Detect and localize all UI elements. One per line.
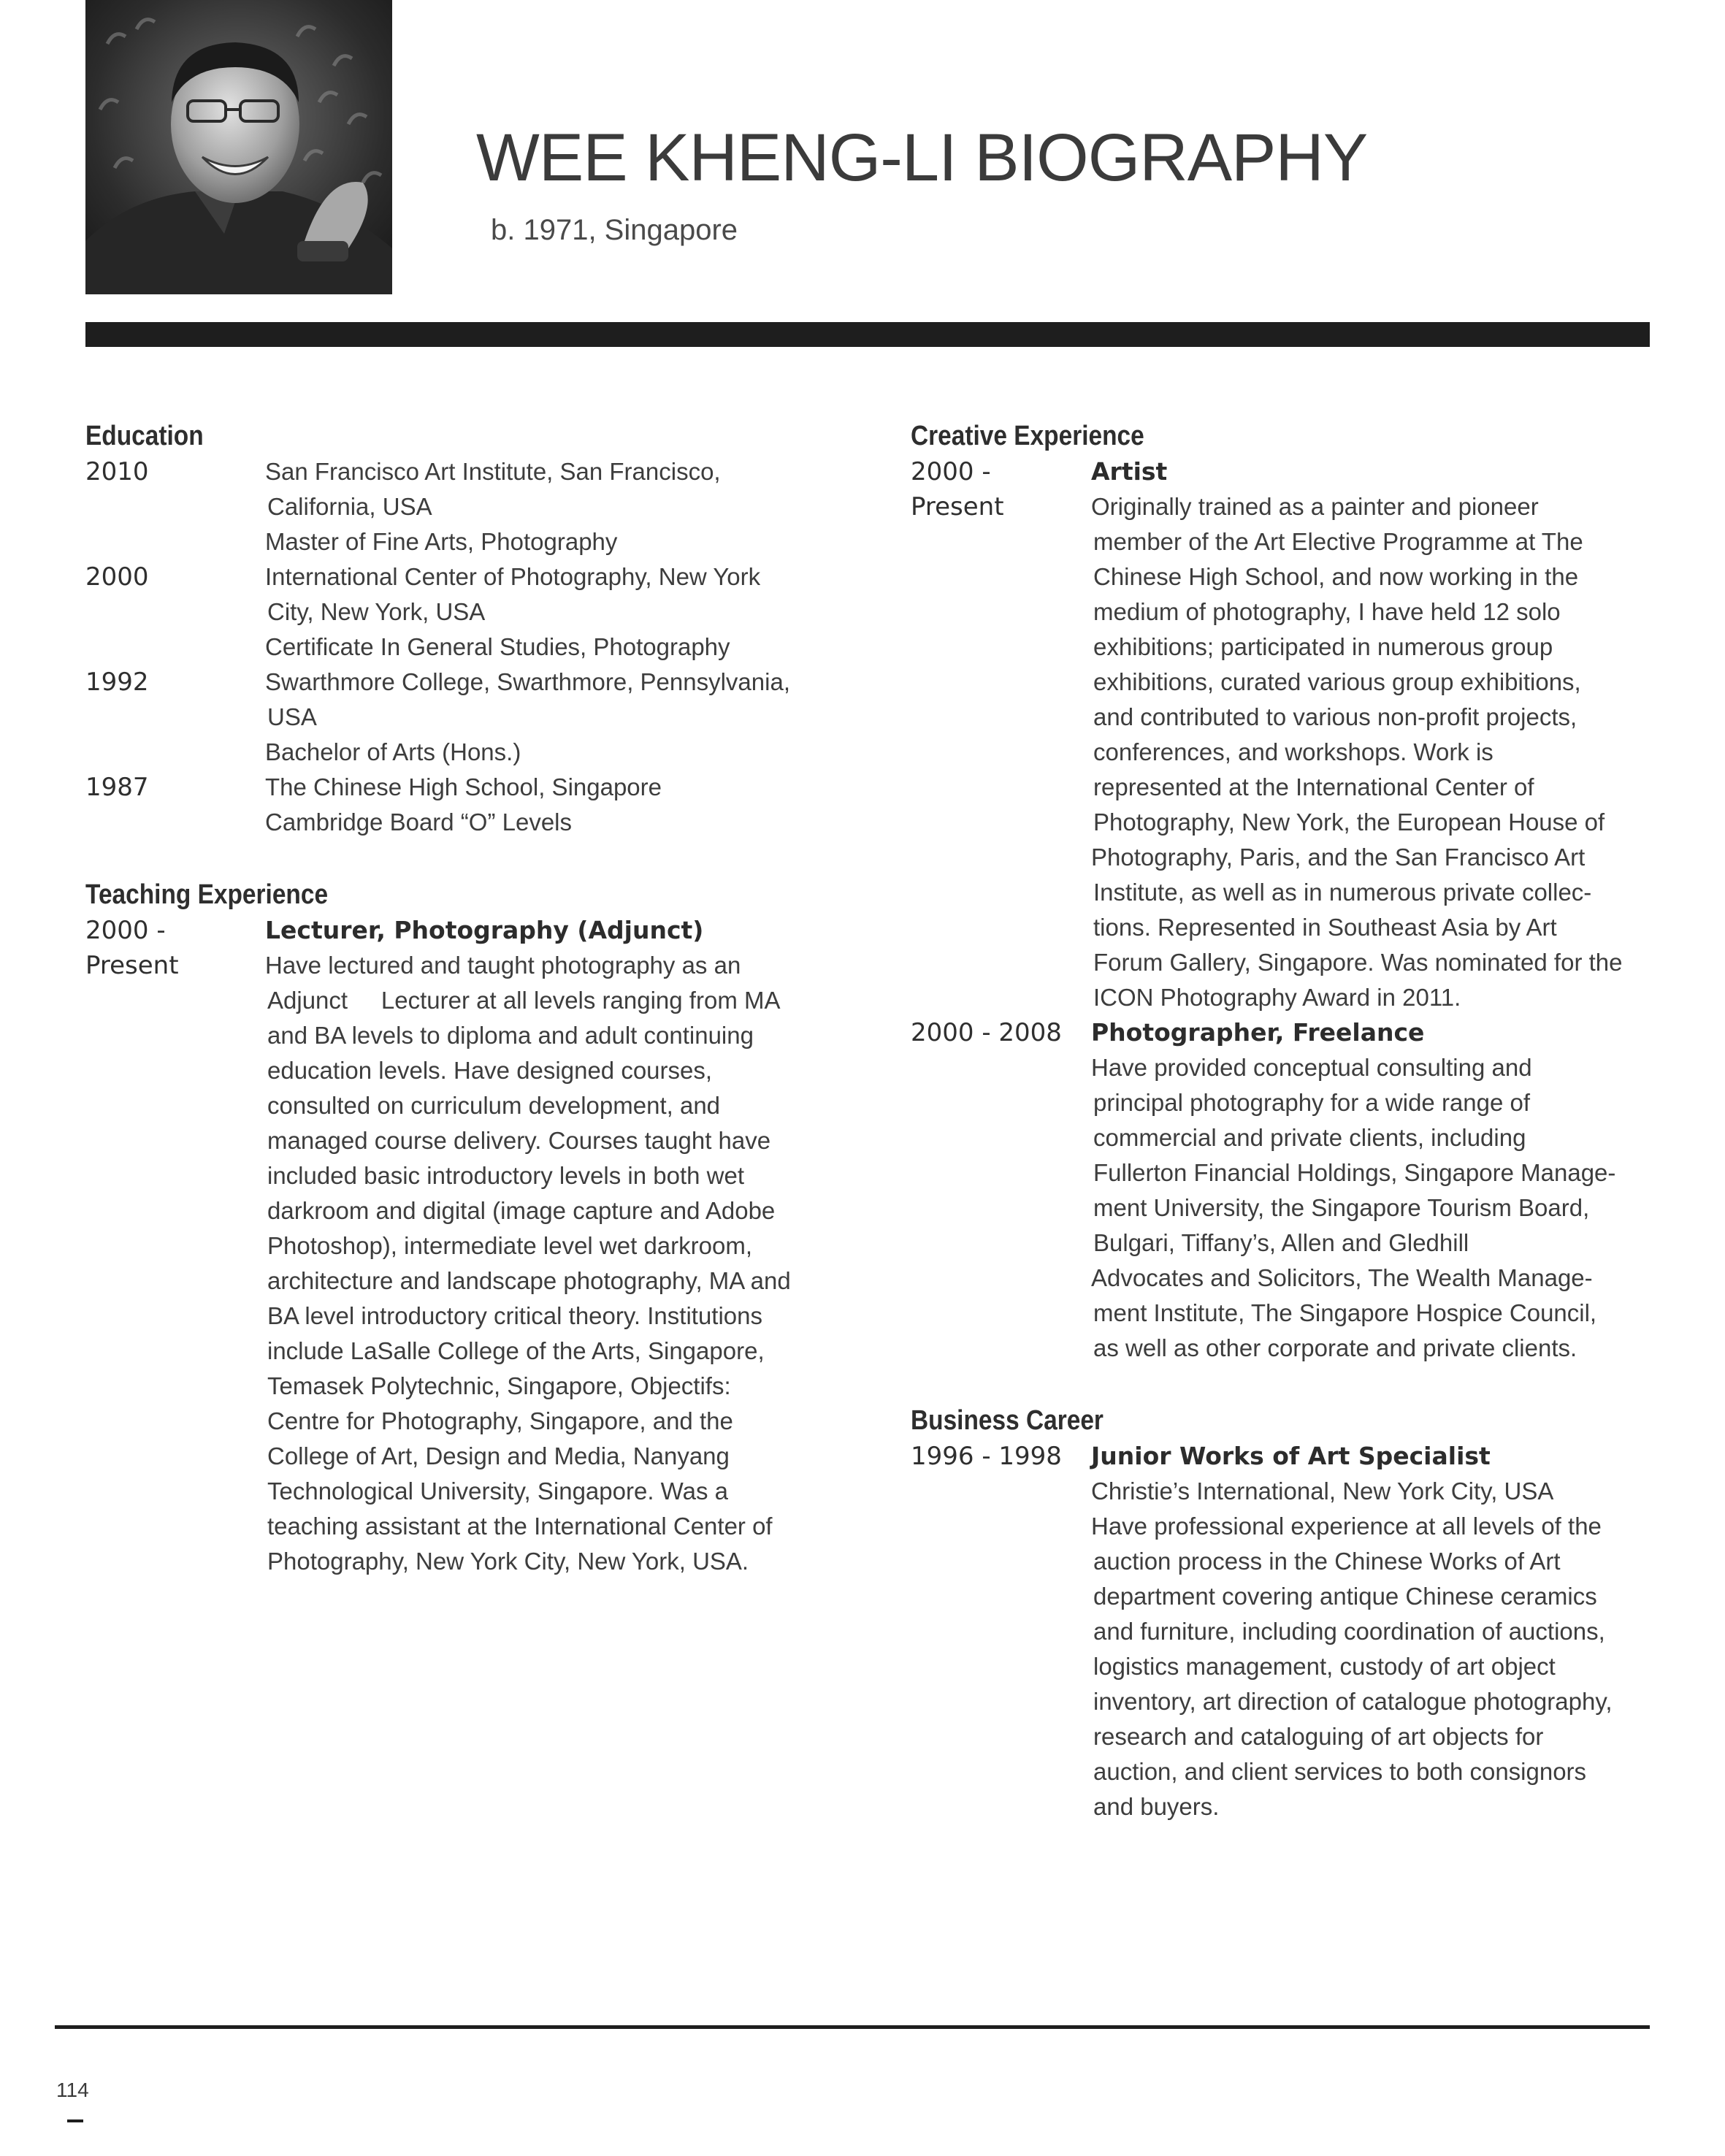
- entry-line: Have provided conceptual consulting and: [1091, 1054, 1532, 1081]
- entry-line: Certificate In General Studies, Photography: [265, 633, 730, 660]
- entry-year: 1987: [85, 773, 149, 802]
- header-divider: [85, 322, 1650, 347]
- entry-line: as well as other corporate and private clients.: [1093, 1334, 1577, 1361]
- entry-line: and contributed to various non-profit projects,: [1093, 703, 1577, 730]
- page-number: 114: [56, 2079, 89, 2101]
- entry-role: Junior Works of Art Specialist: [1091, 1442, 1491, 1470]
- entry-line: Photography, New York, the European House of: [1093, 808, 1605, 836]
- birth-info: b. 1971, Singapore: [491, 214, 738, 246]
- entry-line: member of the Art Elective Programme at The: [1093, 528, 1583, 555]
- entry-year: 2010: [85, 457, 149, 486]
- entry-line: Swarthmore College, Swarthmore, Pennsylvania,: [265, 668, 790, 695]
- entry-line: exhibitions, curated various group exhibitions,: [1093, 668, 1581, 695]
- entry-line: conferences, and workshops. Work is: [1093, 738, 1493, 765]
- entry-year: 2000 -: [911, 457, 991, 486]
- section-heading-teaching: Teaching Experience: [85, 879, 329, 910]
- right-column: [911, 418, 1663, 1824]
- entry-line: BA level introductory critical theory. Institutions: [267, 1302, 763, 1329]
- entry-year: Present: [85, 951, 179, 980]
- entry-line: Technological University, Singapore. Was a: [267, 1478, 728, 1505]
- entry-line: Bachelor of Arts (Hons.): [265, 738, 521, 765]
- entry-line: included basic introductory levels in both wet: [267, 1162, 745, 1189]
- entry-line: San Francisco Art Institute, San Francisco,: [265, 458, 721, 485]
- entry-line: medium of photography, I have held 12 solo: [1093, 598, 1561, 625]
- entry-year: 1996 - 1998: [911, 1442, 1062, 1471]
- entry-line: inventory, art direction of catalogue photography,: [1093, 1688, 1613, 1715]
- entry-line: Bulgari, Tiffany’s, Allen and Gledhill: [1093, 1229, 1469, 1256]
- entry-line: Photography, Paris, and the San Francisco Art: [1091, 844, 1586, 871]
- page-number-underline: [67, 2119, 83, 2122]
- entry-line: teaching assistant at the International Center of: [267, 1513, 773, 1540]
- entry-line: darkroom and digital (image capture and Adobe: [267, 1197, 776, 1224]
- section-heading-creative: Creative Experience: [911, 421, 1144, 451]
- entry-line: Fullerton Financial Holdings, Singapore Manage-: [1093, 1159, 1616, 1186]
- entry-line: commercial and private clients, including: [1093, 1124, 1526, 1151]
- entry-line: Photography, New York City, New York, USA.: [267, 1548, 749, 1575]
- entry-line: Cambridge Board “O” Levels: [265, 808, 573, 836]
- business-entry: [911, 1439, 1663, 1824]
- entry-line: and furniture, including coordination of auctions,: [1093, 1618, 1605, 1645]
- left-column: [85, 418, 845, 1579]
- entry-line: department covering antique Chinese ceramics: [1093, 1583, 1597, 1610]
- entry-line: Christie’s International, New York City, USA: [1091, 1478, 1554, 1505]
- entry-line: Forum Gallery, Singapore. Was nominated for the: [1093, 949, 1623, 976]
- entry-line: and BA levels to diploma and adult continuing: [267, 1022, 754, 1049]
- entry-line: Photoshop), intermediate level wet darkroom,: [267, 1232, 752, 1259]
- entry-line: ICON Photography Award in 2011.: [1093, 984, 1461, 1011]
- entry-role: Lecturer, Photography (Adjunct): [265, 916, 704, 944]
- entry-line: Chinese High School, and now working in the: [1093, 563, 1579, 590]
- entry-line: International Center of Photography, New York: [265, 563, 761, 590]
- entry-year: 2000: [85, 562, 149, 592]
- education-entry: [85, 454, 845, 559]
- entry-role: Artist: [1091, 457, 1168, 486]
- entry-line: consulted on curriculum development, and: [267, 1092, 721, 1119]
- entry-year: Present: [911, 492, 1004, 521]
- entry-year: 2000 -: [85, 916, 166, 945]
- entry-year: 2000 - 2008: [911, 1018, 1062, 1047]
- entry-line: exhibitions; participated in numerous group: [1093, 633, 1553, 660]
- page-title: WEE KHENG-LI BIOGRAPHY: [476, 121, 1368, 195]
- entry-line: education levels. Have designed courses,: [267, 1057, 713, 1084]
- entry-line: architecture and landscape photography, MA and: [267, 1267, 791, 1294]
- footer-divider: [55, 2025, 1650, 2029]
- entry-line: Have lectured and taught photography as an: [265, 952, 741, 979]
- entry-line: logistics management, custody of art object: [1093, 1653, 1556, 1680]
- entry-line: ment University, the Singapore Tourism Board,: [1093, 1194, 1590, 1221]
- entry-year: 1992: [85, 668, 149, 697]
- entry-line: City, New York, USA: [267, 598, 486, 625]
- education-entry: [85, 559, 845, 665]
- creative-entry: [911, 454, 1663, 1015]
- entry-line: The Chinese High School, Singapore: [265, 773, 662, 800]
- entry-line: represented at the International Center of: [1093, 773, 1534, 800]
- entry-line: auction, and client services to both consignors: [1093, 1758, 1587, 1785]
- entry-line: Master of Fine Arts, Photography: [265, 528, 618, 555]
- entry-line: College of Art, Design and Media, Nanyang: [267, 1442, 730, 1469]
- entry-line: Originally trained as a painter and pioneer: [1091, 493, 1539, 520]
- entry-line: auction process in the Chinese Works of Art: [1093, 1548, 1561, 1575]
- teaching-entry: [85, 913, 845, 1579]
- education-entry: [85, 770, 845, 840]
- entry-line: ment Institute, The Singapore Hospice Council,: [1093, 1299, 1597, 1326]
- entry-line: tions. Represented in Southeast Asia by Art: [1093, 914, 1557, 941]
- entry-line: Centre for Photography, Singapore, and the: [267, 1407, 733, 1434]
- entry-line: managed course delivery. Courses taught have: [267, 1127, 771, 1154]
- section-heading-business: Business Career: [911, 1405, 1104, 1436]
- entry-line: Institute, as well as in numerous private collec-: [1093, 879, 1592, 906]
- entry-line: and buyers.: [1093, 1793, 1220, 1820]
- education-entry: [85, 665, 845, 770]
- entry-line: Adjunct Lecturer at all levels ranging from MA: [267, 987, 781, 1014]
- entry-line: principal photography for a wide range of: [1093, 1089, 1531, 1116]
- entry-line: include LaSalle College of the Arts, Singapore,: [267, 1337, 765, 1364]
- entry-line: California, USA: [267, 493, 432, 520]
- entry-role: Photographer, Freelance: [1091, 1018, 1425, 1047]
- entry-line: Have professional experience at all levels of the: [1091, 1513, 1602, 1540]
- portrait-photo: [85, 0, 392, 294]
- entry-line: Temasek Polytechnic, Singapore, Objectifs:: [267, 1372, 731, 1399]
- entry-line: USA: [267, 703, 317, 730]
- creative-entry: [911, 1015, 1663, 1366]
- entry-line: Advocates and Solicitors, The Wealth Manage-: [1091, 1264, 1593, 1291]
- section-heading-education: Education: [85, 421, 204, 451]
- entry-line: research and cataloguing of art objects for: [1093, 1723, 1544, 1750]
